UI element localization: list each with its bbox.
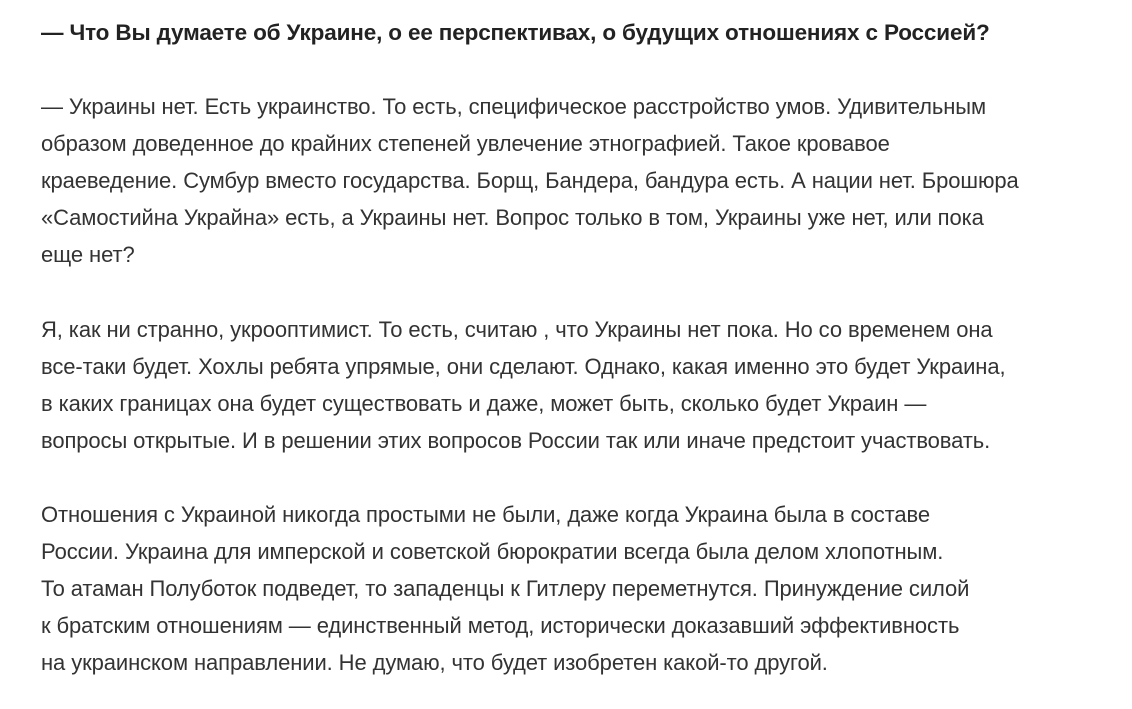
paragraph-line: вопросы открытые. И в решении этих вопросов России так или иначе предстоит участвовать. — [41, 428, 991, 453]
paragraph-line: к братским отношениям — единственный метод, исторически доказавший эффективность — [41, 613, 960, 638]
paragraph-line: «Самостийна Украйна» есть, а Украины нет. Вопрос только в том, Украины уже нет, или пока — [41, 205, 984, 230]
paragraph-line: краеведение. Сумбур вместо государства. Борщ, Бандера, бандура есть. А нации нет. Брошюра — [41, 168, 1019, 193]
paragraph-line: — Украины нет. Есть украинство. То есть, специфическое расстройство умов. Удивительным — [41, 94, 986, 119]
answer-paragraph-2 — [41, 311, 1121, 459]
paragraph-line: на украинском направлении. Не думаю, что будет изобретен какой-то другой. — [41, 650, 828, 675]
answer-paragraph-3 — [41, 496, 1121, 681]
paragraph-line: еще нет? — [41, 242, 135, 267]
paragraph-line: все-таки будет. Хохлы ребята упрямые, они сделают. Однако, какая именно это будет Украина, — [41, 354, 1006, 379]
paragraph-line: Отношения с Украиной никогда простыми не были, даже когда Украина была в составе — [41, 502, 930, 527]
paragraph-line: России. Украина для имперской и советской бюрократии всегда была делом хлопотным. — [41, 539, 944, 564]
paragraph-line: Я, как ни странно, укрооптимист. То есть, считаю , что Украины нет пока. Но со временем она — [41, 317, 993, 342]
paragraph-line: образом доведенное до крайних степеней увлечение этнографией. Такое кровавое — [41, 131, 890, 156]
paragraph-line: в каких границах она будет существовать и даже, может быть, сколько будет Украин — — [41, 391, 927, 416]
paragraph-line: То атаман Полуботок подведет, то западенцы к Гитлеру переметнутся. Принуждение силой — [41, 576, 970, 601]
interview-question: — Что Вы думаете об Украине, о ее перспективах, о будущих отношениях с Россией? — [41, 20, 990, 45]
answer-paragraph-1 — [41, 88, 1121, 273]
